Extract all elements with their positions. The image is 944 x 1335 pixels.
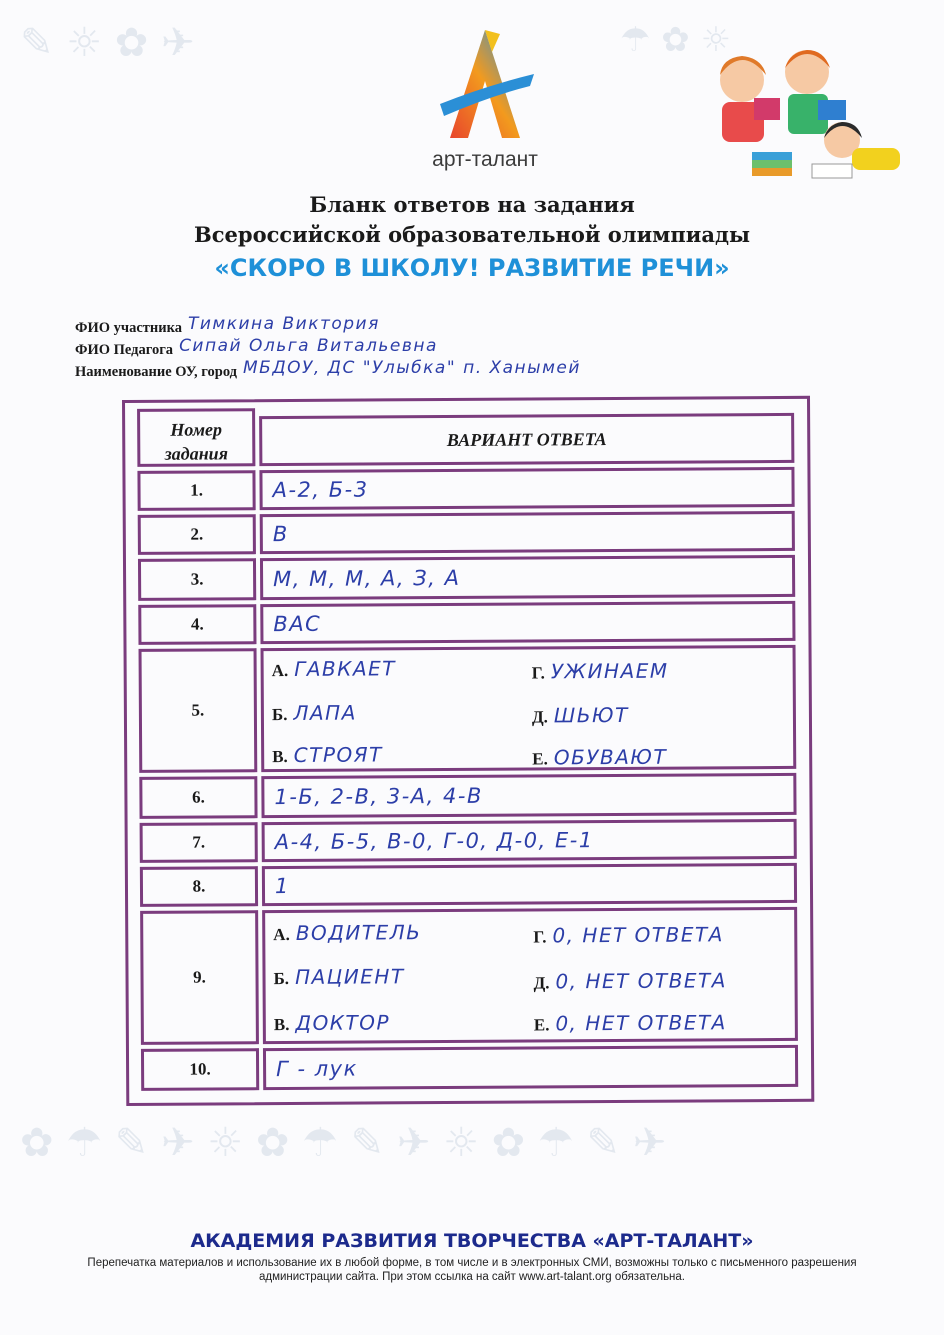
- answer-cell: [263, 1045, 798, 1090]
- answer-option: [272, 701, 357, 726]
- option-letter: А.: [271, 660, 289, 681]
- footer-copyright-notice: Перепечатка материалов и использование их в любой форме, в том числе и в электронных СМИ, возможны только с письменного разрешения администрации сайта. При этом ссылка на сайт www.art-talant.org обязательна.: [87, 1257, 857, 1283]
- answer-text: А-2, Б-3: [272, 477, 369, 503]
- participant-value: Тимкина Виктория: [187, 314, 380, 334]
- option-letter: Е.: [532, 749, 548, 769]
- option-letter: В.: [272, 746, 288, 767]
- option-letter: А.: [273, 924, 290, 945]
- participant-label: ФИО участника: [75, 320, 182, 336]
- answer-option: [532, 745, 667, 770]
- answer-text: А-4, Б-5, В-0, Г-0, Д-0, Е-1: [274, 828, 594, 855]
- option-value: 0, НЕТ ОТВЕТА: [552, 922, 724, 948]
- teacher-label: ФИО Педагога: [75, 342, 174, 358]
- answer-text: 1-Б, 2-В, 3-А, 4-В: [274, 783, 483, 810]
- participant-field: [75, 314, 380, 337]
- answer-text: Г - лук: [276, 1056, 358, 1082]
- option-value: УЖИНАЕМ: [550, 658, 669, 684]
- option-letter: Г.: [533, 927, 547, 947]
- task-number: 8.: [140, 866, 258, 907]
- school-value: МБДОУ, ДС "Улыбка" п. Ханымей: [243, 358, 581, 378]
- answer-option: [274, 1010, 390, 1035]
- answer-option: [533, 968, 727, 993]
- background-doodles: ✿ ☂ ✎ ✈ ☼ ✿ ☂ ✎ ✈ ☼ ✿ ☂ ✎ ✈: [20, 1120, 667, 1166]
- answer-option: [534, 1010, 727, 1035]
- column-header-answer: ВАРИАНТ ОТВЕТА: [259, 413, 794, 466]
- answer-option: [273, 920, 421, 945]
- task-number: 5.: [139, 648, 258, 773]
- answer-text: ВАС: [273, 611, 322, 637]
- option-letter: Д.: [533, 973, 550, 993]
- option-value: ПАЦИЕНТ: [294, 964, 405, 989]
- answer-cell: [262, 863, 797, 906]
- answer-option: [272, 656, 396, 681]
- answer-cell: [261, 645, 797, 772]
- answer-cell: [261, 773, 796, 818]
- answer-cell: [260, 511, 795, 554]
- option-letter: Д.: [531, 707, 548, 727]
- option-value: ШЬЮТ: [553, 702, 629, 728]
- olympiad-name: «СКОРО В ШКОЛУ! РАЗВИТИЕ РЕЧИ»: [214, 254, 730, 282]
- task-number: 6.: [139, 776, 257, 819]
- answer-option: [272, 742, 383, 767]
- answer-cell: [262, 907, 798, 1044]
- option-letter: Б.: [271, 704, 288, 725]
- task-number: 10.: [141, 1048, 259, 1091]
- task-number: 1.: [137, 470, 255, 511]
- answer-option: [532, 659, 669, 684]
- task-number: 4.: [138, 604, 256, 645]
- task-number: 3.: [138, 558, 256, 601]
- option-letter: Г.: [531, 663, 545, 683]
- teacher-field: [75, 336, 438, 359]
- option-letter: В.: [273, 1014, 290, 1035]
- answer-text: 1: [274, 873, 290, 899]
- task-number: 9.: [140, 910, 259, 1045]
- brand-name: арт-талант: [432, 148, 538, 171]
- answer-option: [532, 703, 629, 728]
- option-value: ДОКТОР: [295, 1010, 391, 1035]
- answer-cell: [262, 819, 797, 862]
- art-talant-logo: [430, 26, 540, 146]
- answer-option: [533, 922, 724, 947]
- answer-cell: [260, 601, 795, 644]
- background-doodles: ✎ ☼ ✿ ✈: [20, 20, 195, 66]
- column-header-number: Номер задания: [137, 408, 255, 467]
- answer-text: М, М, М, А, З, А: [273, 565, 461, 592]
- option-value: 0, НЕТ ОТВЕТА: [555, 1010, 727, 1036]
- option-value: ВОДИТЕЛЬ: [295, 920, 422, 945]
- task-number: 7.: [140, 822, 258, 863]
- option-letter: Б.: [273, 968, 290, 989]
- reading-kids-illustration: [692, 40, 907, 190]
- form-title: Бланк ответов на задания: [309, 192, 635, 217]
- option-value: ОБУВАЮТ: [553, 744, 668, 770]
- option-value: СТРОЯТ: [293, 742, 383, 767]
- school-field: [75, 358, 581, 381]
- task-number: 2.: [138, 514, 256, 555]
- answer-cell: [259, 467, 794, 510]
- background-doodles: ☂ ✿ ☼: [620, 20, 732, 60]
- teacher-value: Сипай Ольга Витальевна: [179, 336, 438, 356]
- answer-table: [122, 396, 814, 1106]
- footer-organization: АКАДЕМИЯ РАЗВИТИЯ ТВОРЧЕСТВА «АРТ-ТАЛАНТ»: [190, 1230, 754, 1252]
- school-label: Наименование ОУ, город: [75, 364, 237, 380]
- answer-cell: [260, 555, 795, 600]
- option-value: ГАВКАЕТ: [294, 656, 397, 681]
- answer-text: В: [272, 521, 289, 547]
- answer-option: [273, 964, 404, 989]
- option-letter: Е.: [533, 1015, 550, 1035]
- option-value: 0, НЕТ ОТВЕТА: [555, 968, 727, 994]
- form-subtitle: Всероссийской образовательной олимпиады: [194, 222, 750, 247]
- option-value: ЛАПА: [293, 700, 357, 725]
